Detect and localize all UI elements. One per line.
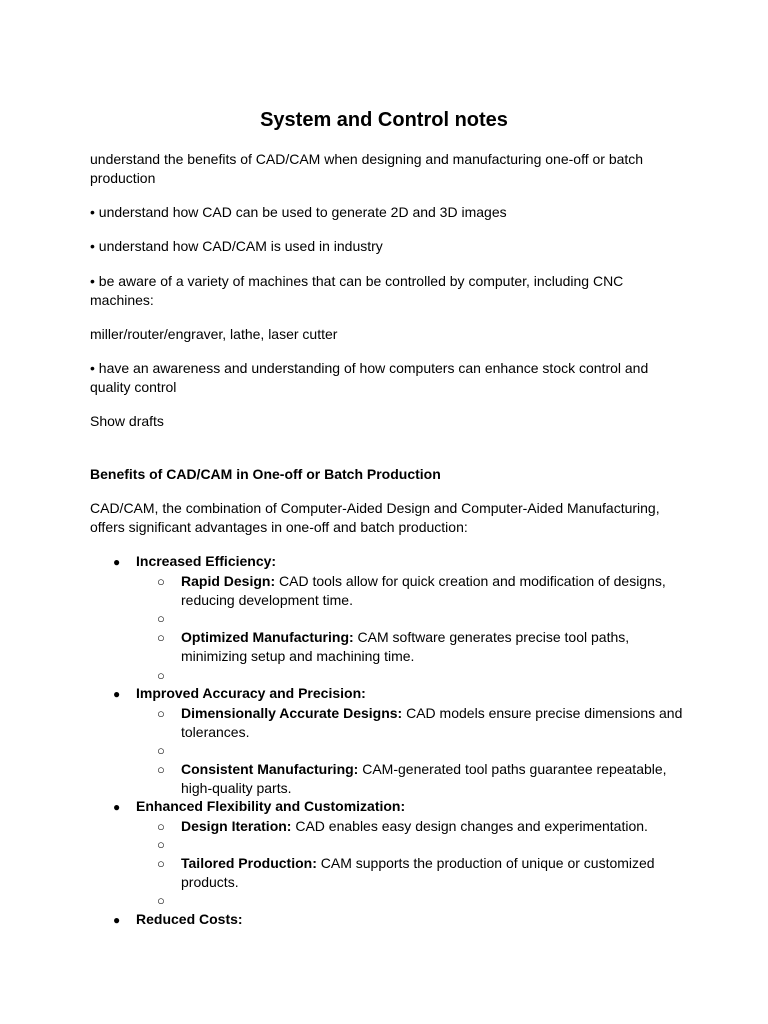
text-line: understand the benefits of CAD/CAM when designing and manufacturing one-off or batch bbox=[90, 151, 644, 167]
item-label: Design Iteration: bbox=[181, 818, 292, 834]
objective-paragraph: • understand how CAD can be used to generate 2D and 3D images bbox=[90, 204, 507, 220]
list-item-heading: Improved Accuracy and Precision: bbox=[136, 685, 366, 701]
section-heading: Benefits of CAD/CAM in One-off or Batch Production bbox=[90, 466, 441, 482]
bullet-circle-icon: ○ bbox=[157, 630, 165, 645]
text-line: • have an awareness and understanding of how computers can enhance stock control and bbox=[90, 360, 649, 376]
text-line: quality control bbox=[90, 379, 177, 395]
bullet-circle-icon: ○ bbox=[157, 762, 165, 777]
text-line: production bbox=[90, 170, 156, 186]
item-text: minimizing setup and machining time. bbox=[181, 648, 415, 664]
list-item-heading: Increased Efficiency: bbox=[136, 553, 277, 569]
item-label: Optimized Manufacturing: bbox=[181, 629, 354, 645]
bullet-circle-icon: ○ bbox=[157, 706, 165, 721]
bullet-circle-icon: ○ bbox=[157, 611, 165, 626]
bullet-circle-icon: ○ bbox=[157, 819, 165, 834]
bullet-disc-icon: ● bbox=[113, 800, 121, 814]
item-text: CAD tools allow for quick creation and modification of designs, bbox=[275, 573, 666, 589]
machines-paragraph: miller/router/engraver, lathe, laser cutter bbox=[90, 326, 338, 342]
bullet-circle-icon: ○ bbox=[157, 856, 165, 871]
sub-list-item bbox=[181, 704, 682, 742]
sub-list-item bbox=[181, 760, 667, 798]
bullet-circle-icon: ○ bbox=[157, 668, 165, 683]
bullet-circle-icon: ○ bbox=[157, 837, 165, 852]
item-text: CAM supports the production of unique or customized bbox=[316, 855, 655, 871]
show-drafts-text: Show drafts bbox=[90, 413, 164, 429]
section-intro bbox=[90, 499, 680, 537]
sub-list-item bbox=[181, 628, 629, 666]
item-label: Tailored Production: bbox=[181, 855, 317, 871]
sub-list-item bbox=[181, 572, 666, 610]
item-text: high-quality parts. bbox=[181, 780, 292, 796]
bullet-circle-icon: ○ bbox=[157, 893, 165, 908]
item-text: CAM software generates precise tool paths, bbox=[353, 629, 630, 645]
sub-list-item bbox=[181, 854, 655, 892]
objective-paragraph bbox=[90, 150, 680, 188]
objective-paragraph: • understand how CAD/CAM is used in industry bbox=[90, 238, 383, 254]
bullet-circle-icon: ○ bbox=[157, 743, 165, 758]
item-label: Dimensionally Accurate Designs: bbox=[181, 705, 403, 721]
item-label: Rapid Design: bbox=[181, 573, 276, 589]
item-text: products. bbox=[181, 874, 239, 890]
text-line: • be aware of a variety of machines that can be controlled by computer, including CNC bbox=[90, 273, 624, 289]
text-line: offers significant advantages in one-off and batch production: bbox=[90, 519, 468, 535]
item-text: tolerances. bbox=[181, 724, 250, 740]
bullet-disc-icon: ● bbox=[113, 687, 121, 701]
item-text: CAM-generated tool paths guarantee repeatable, bbox=[358, 761, 667, 777]
item-text: CAD models ensure precise dimensions and bbox=[402, 705, 683, 721]
bullet-disc-icon: ● bbox=[113, 555, 121, 569]
text-line: CAD/CAM, the combination of Computer-Aided Design and Computer-Aided Manufacturing, bbox=[90, 500, 660, 516]
list-item-heading: Reduced Costs: bbox=[136, 911, 243, 927]
bullet-disc-icon: ● bbox=[113, 913, 121, 927]
text-line: machines: bbox=[90, 292, 154, 308]
item-text: reducing development time. bbox=[181, 592, 353, 608]
list-item-heading: Enhanced Flexibility and Customization: bbox=[136, 798, 406, 814]
item-label: Consistent Manufacturing: bbox=[181, 761, 359, 777]
objective-paragraph bbox=[90, 272, 680, 310]
page-title: System and Control notes bbox=[260, 109, 508, 131]
sub-list-item bbox=[181, 817, 648, 836]
item-text: CAD enables easy design changes and experimentation. bbox=[291, 818, 648, 834]
bullet-circle-icon: ○ bbox=[157, 574, 165, 589]
objective-paragraph bbox=[90, 359, 680, 397]
